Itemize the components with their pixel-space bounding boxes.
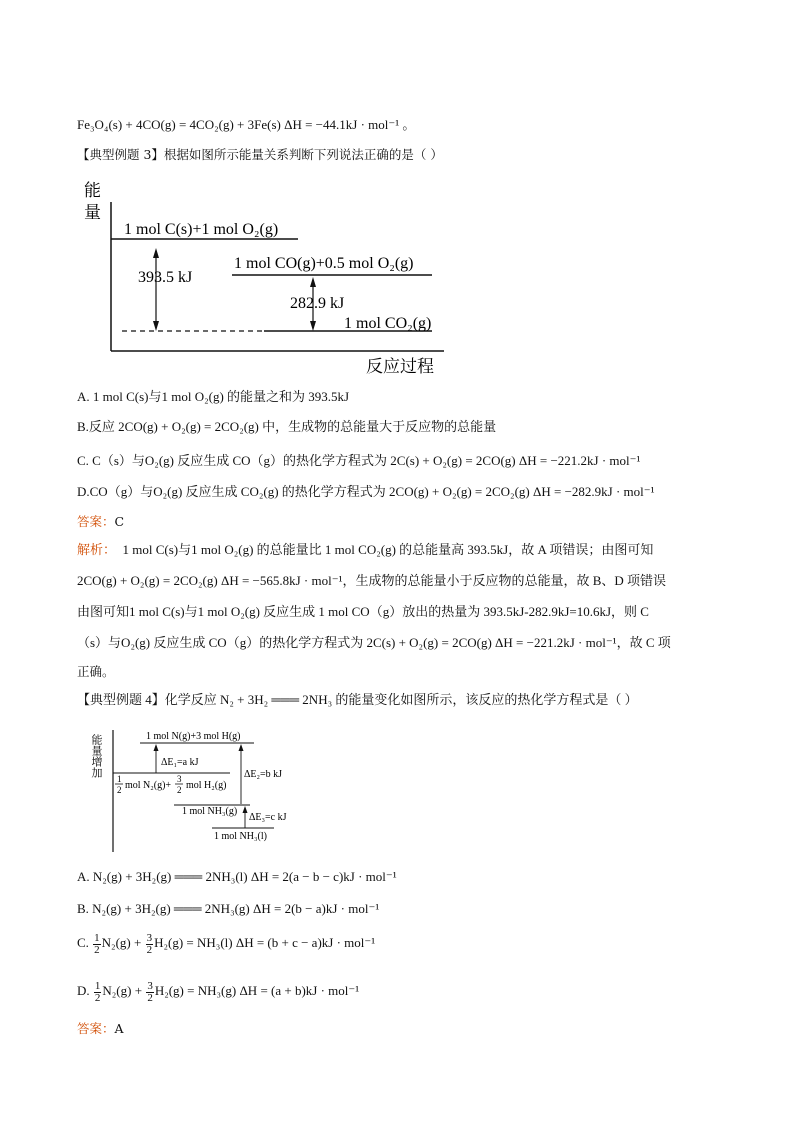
example-3-title: 【典型例题 3】根据如图所示能量关系判断下列说法正确的是（ ） <box>77 147 443 162</box>
gap-right-label: 282.9 kJ <box>290 295 345 312</box>
level-bottom-label: 1 mol CO₂(g) <box>344 315 432 332</box>
fraction-three-halves: $\frac{3}{2}$ <box>147 979 153 1004</box>
answer-value: A <box>114 1021 124 1036</box>
ex4-answer <box>77 1020 124 1038</box>
level-mid-label: 1 mol CO(g)+0.5 mol O₂(g) <box>234 255 414 272</box>
ex3-answer <box>77 513 124 531</box>
ex3-option-a: A. 1 mol C(s)与1 mol O₂(g) 的能量之和为 393.5kJ <box>77 389 350 404</box>
ex4-option-b: B. N₂(g) + 3H₂(g) ═══ 2NH₃(g) ΔH = 2(b − a)kJ · mol⁻¹ <box>77 901 380 916</box>
energy-diagram-2 <box>90 724 324 854</box>
y-axis-label-1: 能 <box>84 181 101 200</box>
ex3-option-c: C. C（s）与O₂(g) 反应生成 CO（g）的热化学方程式为 2C(s) + O₂(g) = 2CO(g) ΔH = −221.2kJ · mol⁻¹ <box>77 453 641 468</box>
level-4-label: 1 mol NH₃(l) <box>214 831 267 842</box>
y-axis-label-2: 量 <box>84 203 101 222</box>
ex4-option-a: A. N₂(g) + 3H₂(g) ═══ 2NH₃(l) ΔH = 2(a − b − c)kJ · mol⁻¹ <box>77 869 397 884</box>
y-label: 能量增加 <box>90 734 102 778</box>
ex3-option-b: B.反应 2CO(g) + O₂(g) = 2CO₂(g) 中，生成物的总能量大于反应物的总能量 <box>77 419 497 434</box>
ex3-analysis-line-1 <box>77 541 653 559</box>
ex3-analysis-line-2: 2CO(g) + O₂(g) = 2CO₂(g) ΔH = −565.8kJ · mol⁻¹，生成物的总能量小于反应物的总能量，故 B、D 项错误 <box>77 573 667 588</box>
answer-label: 答案： <box>77 514 115 529</box>
level-3-label: 1 mol NH₃(g) <box>182 806 238 817</box>
frac-32-den: 2 <box>177 785 182 795</box>
fraction-one-half: $\frac{1}{2}$ <box>94 931 100 956</box>
example-4-title: 【典型例题 4】化学反应 N₂ + 3H₂ ═══ 2NH₃ 的能量变化如图所示，该反应的热化学方程式是（ ） <box>77 692 638 707</box>
ex3-analysis-line-5: 正确。 <box>77 664 115 679</box>
frac-32-num: 3 <box>177 774 182 784</box>
frac-half-den: 2 <box>117 785 122 795</box>
analysis-text-1: 1 mol C(s)与1 mol O₂(g) 的总能量比 1 mol CO₂(g) 的总能量高 393.5kJ，故 A 项错误；由图可知 <box>122 542 654 557</box>
level-2-prefix: mol N₂(g)+ <box>125 780 172 791</box>
frac-half-num: 1 <box>117 774 122 784</box>
level-2-suffix: mol H₂(g) <box>186 780 227 791</box>
fraction-one-half: $\frac{1}{2}$ <box>94 979 101 1004</box>
level-top-label: 1 mol C(s)+1 mol O₂(g) <box>124 221 279 238</box>
top-equation: Fe₃O₄(s) + 4CO(g) = 4CO₂(g) + 3Fe(s) ΔH = −44.1kJ · mol⁻¹ 。 <box>77 117 416 132</box>
analysis-label: 解析： <box>77 542 117 557</box>
ex3-analysis-line-4: （s）与O₂(g) 反应生成 CO（g）的热化学方程式为 2C(s) + O₂(g) = 2CO(g) ΔH = −221.2kJ · mol⁻¹，故 C 项 <box>77 635 671 650</box>
gap-left-label: 393.5 kJ <box>138 269 193 286</box>
level-1-label: 1 mol N(g)+3 mol H(g) <box>146 731 241 742</box>
x-axis-label: 反应过程 <box>366 357 434 376</box>
ex3-analysis-line-3: 由图可知1 mol C(s)与1 mol O₂(g) 反应生成 1 mol CO（g）放出的热量为 393.5kJ-282.9kJ=10.6kJ，则 C <box>77 604 649 619</box>
answer-value: C <box>114 514 125 529</box>
ex4-option-c: C. $\frac{1}{2}$ N₂(g) + $\frac{3}{2}$ H₂(g) = NH₃(l) ΔH = (b + c − a)kJ · mol⁻¹ <box>77 931 376 956</box>
energy-diagram-1 <box>84 176 454 376</box>
ex3-option-d: D.CO（g）与O₂(g) 反应生成 CO₂(g) 的热化学方程式为 2CO(g) + O₂(g) = 2CO₂(g) ΔH = −282.9kJ · mol⁻¹ <box>77 484 655 499</box>
dE3-label: ΔE₃=c kJ <box>249 812 287 823</box>
answer-label: 答案： <box>77 1021 115 1036</box>
ex4-option-d: D. $\frac{1}{2}$ N₂(g) + $\frac{3}{2}$ H₂(g) = NH₃(g) ΔH = (a + b)kJ · mol⁻¹ <box>77 979 360 1004</box>
fraction-three-halves: $\frac{3}{2}$ <box>146 931 153 956</box>
dE2-label: ΔE₂=b kJ <box>244 769 283 780</box>
dE1-label: ΔE₁=a kJ <box>161 757 199 768</box>
